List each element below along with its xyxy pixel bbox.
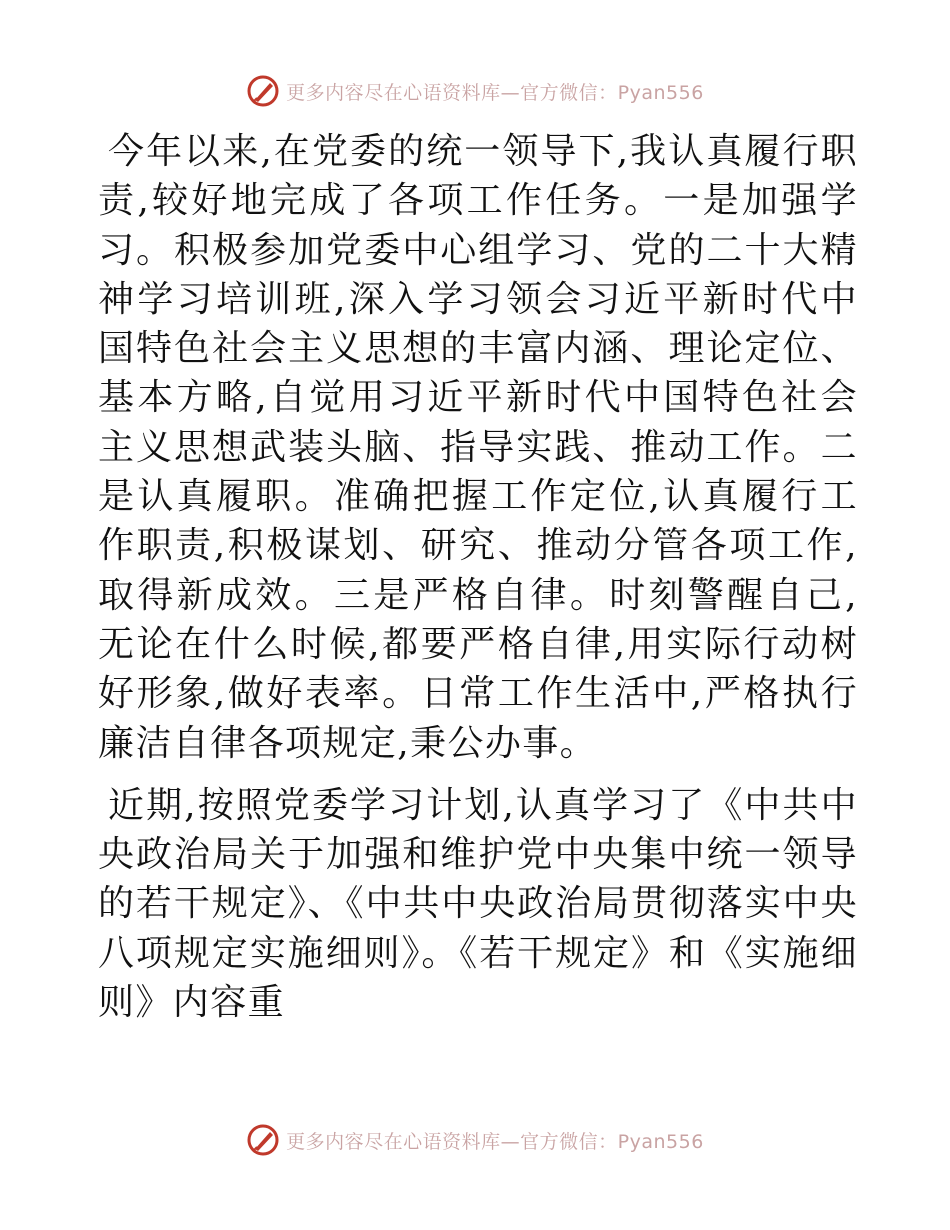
quill-logo-icon (246, 74, 280, 108)
header-watermark (0, 71, 950, 111)
paragraph-1: 今年以来,在党委的统一领导下,我认真履行职责,较好地完成了各项工作任务。一是加强学习。积极参加党委中心组学习、党的二十大精神学习培训班,深入学习领会习近平新时代中国特色社会主义思想的丰富内涵、理论定位、基本方略,自觉用习近平新时代中国特色社会主义思想武装头脑、指导实践、推动工作。二是认真履职。准确把握工作定位,认真履行工作职责,积极谋划、研究、推动分管各项工作,取得新成效。三是严格自律。时刻警醒自己,无论在什么时候,都要严格自律,用实际行动树好形象,做好表率。日常工作生活中,严格执行廉洁自律各项规定,秉公办事。 (98, 131, 858, 764)
paragraph-2: 近期,按照党委学习计划,认真学习了《中共中央政治局关于加强和维护党中央集中统一领导的若干规定》、《中共中央政治局贯彻落实中央八项规定实施细则》。《若干规定》和《实施细则》内容重 (98, 784, 858, 1024)
quill-logo-icon (246, 1123, 280, 1157)
watermark-text: 更多内容尽在心语资料库—官方微信：Pyan556 (286, 81, 704, 104)
footer-watermark (0, 1120, 950, 1160)
document-body (98, 127, 858, 1027)
watermark-text: 更多内容尽在心语资料库—官方微信：Pyan556 (286, 1130, 704, 1153)
